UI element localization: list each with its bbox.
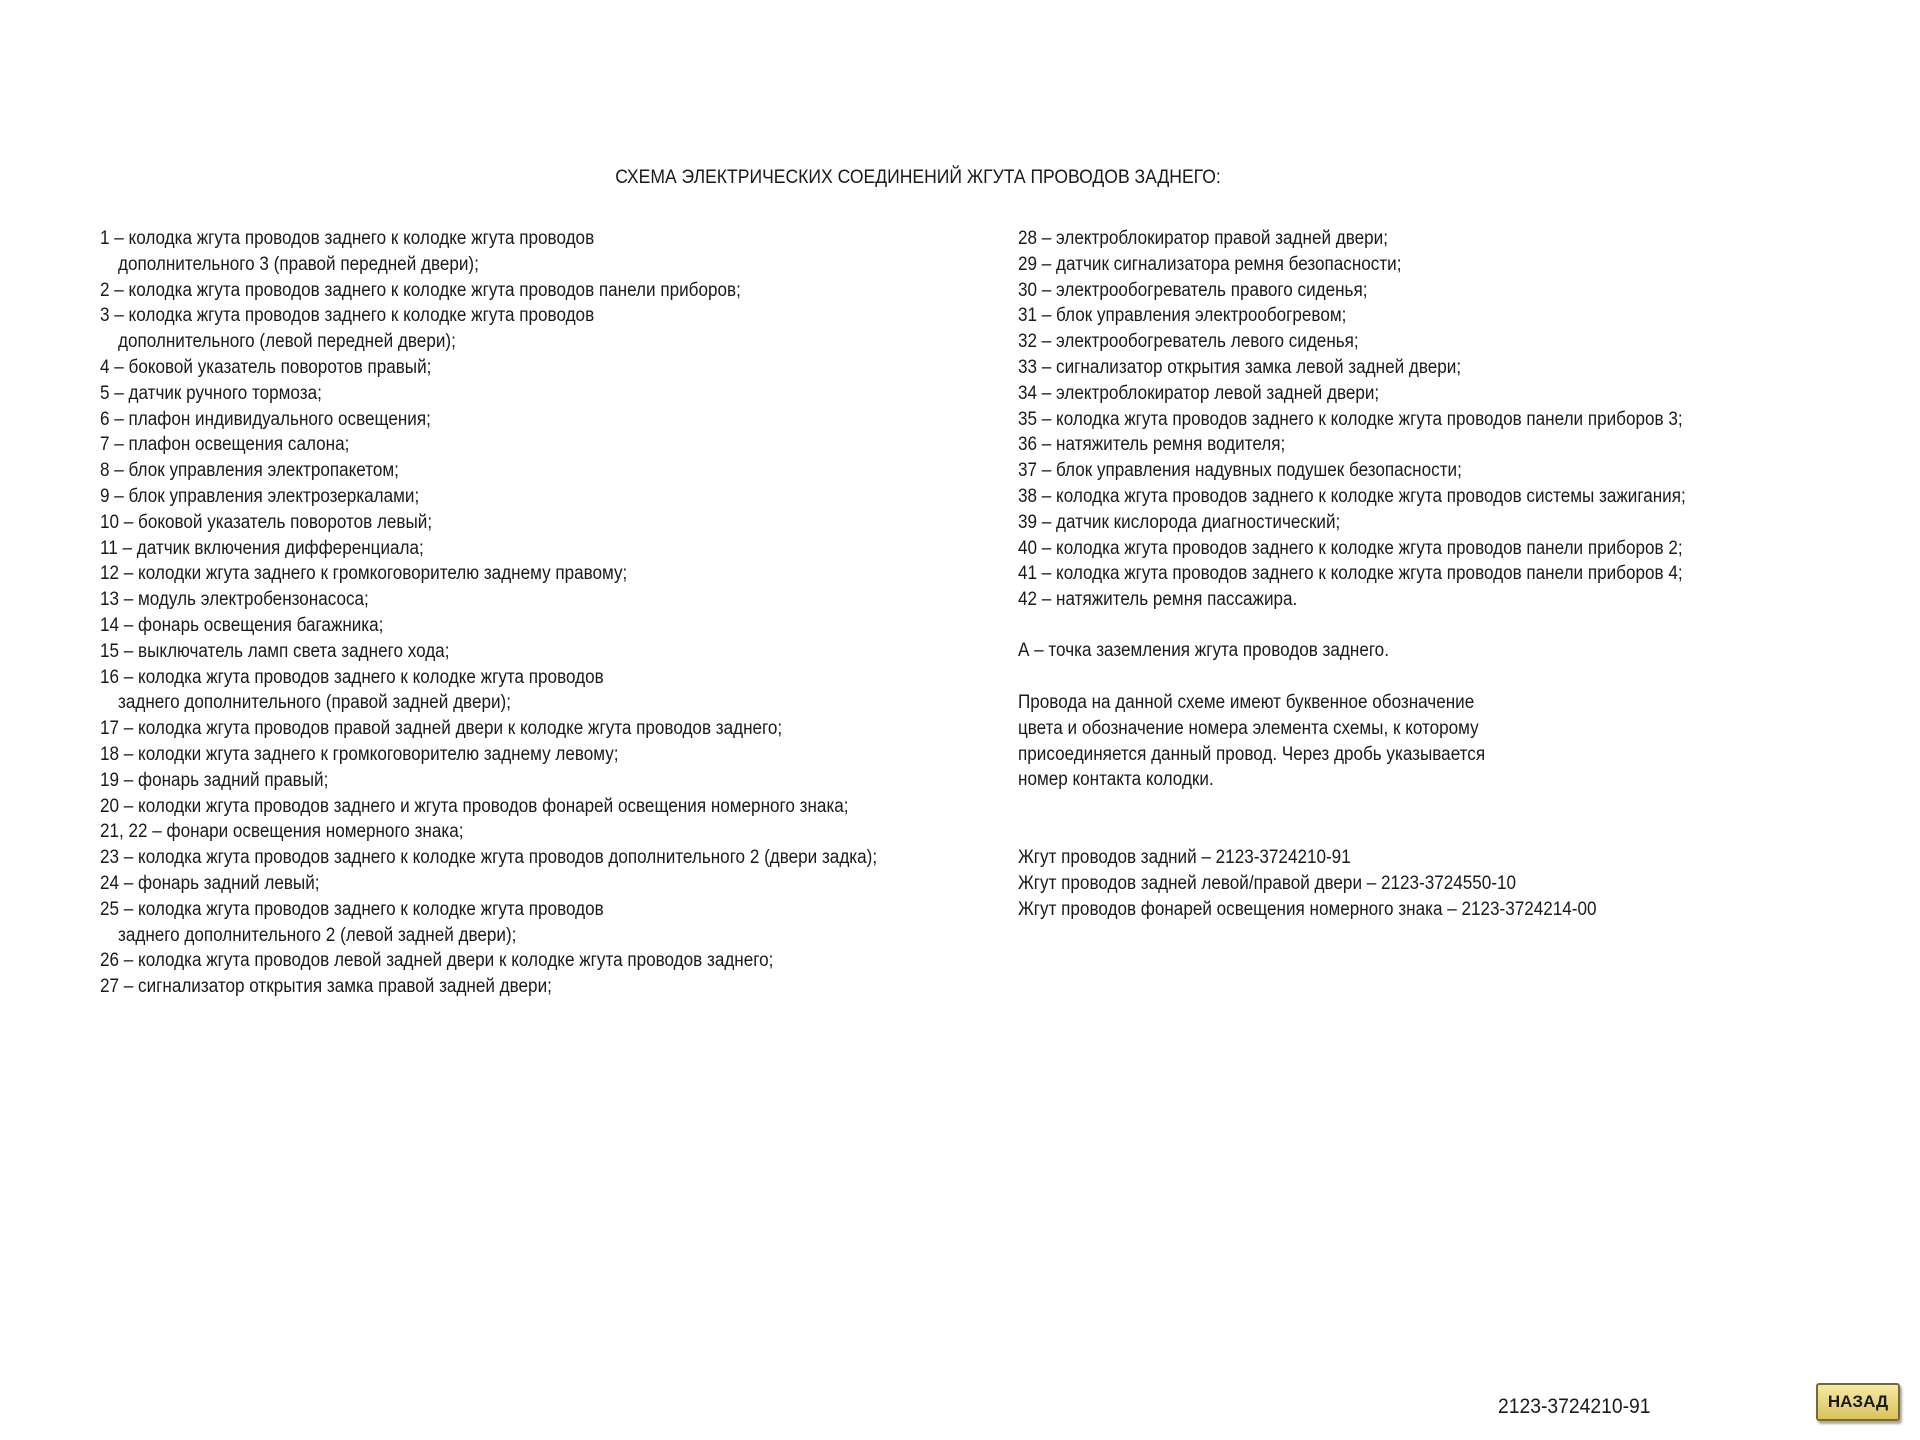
legend-item [100,303,892,355]
legend-item-continuation: заднего дополнительного (правой задней двери); [118,692,511,714]
legend-item-text: 17 – колодка жгута проводов правой задней двери к колодке жгута проводов заднего; [100,718,783,740]
legend-item [1018,587,1792,613]
legend-item [1018,432,1792,458]
legend-item-text: 33 – сигнализатор открытия замка левой задней двери; [1018,356,1462,378]
legend-item-text: 32 – электрообогреватель левого сиденья; [1018,331,1359,353]
legend-item [100,587,892,613]
legend-item-text: 20 – колодки жгута проводов заднего и жгута проводов фонарей освещения номерного знака; [100,795,849,817]
legend-item [100,407,892,433]
legend-item [100,897,892,949]
legend-item [100,794,892,820]
ground-point-note: А – точка заземления жгута проводов заднего. [1018,640,1389,661]
harness-item: Жгут проводов задний – 2123-3724210-91 [1018,847,1351,868]
legend-item [1018,226,1792,252]
legend-item-text: 42 – натяжитель ремня пассажира. [1018,589,1298,611]
legend-item [1018,278,1792,304]
legend-item [100,948,892,974]
legend-item-continuation: заднего дополнительного 2 (левой задней двери); [118,924,517,946]
legend-item-text: 5 – датчик ручного тормоза; [100,382,322,404]
page-title: СХЕМА ЭЛЕКТРИЧЕСКИХ СОЕДИНЕНИЙ ЖГУТА ПРОВОДОВ ЗАДНЕГО: [615,166,1221,188]
legend-item [1018,303,1792,329]
legend-item [1018,510,1792,536]
legend-item [1018,329,1792,355]
legend-item-text: 24 – фонарь задний левый; [100,872,320,894]
legend-item-text: 6 – плафон индивидуального освещения; [100,408,431,430]
legend-item [100,665,892,717]
legend-item-text: 34 – электроблокиратор левой задней двери; [1018,382,1380,404]
legend-item-text: 35 – колодка жгута проводов заднего к колодке жгута проводов панели приборов 3; [1018,408,1683,430]
wire-note-line: Провода на данной схеме имеют буквенное обозначение [1018,692,1475,713]
legend-item-text: 18 – колодки жгута заднего к громкоговорителю заднему левому; [100,743,619,765]
legend-item-text: 37 – блок управления надувных подушек безопасности; [1018,460,1462,482]
legend-item [100,871,892,897]
legend-item [100,484,892,510]
legend-item [100,355,892,381]
legend-item-text: 23 – колодка жгута проводов заднего к колодке жгута проводов дополнительного 2 (двери задка); [100,847,878,869]
legend-item-text: 26 – колодка жгута проводов левой задней двери к колодке жгута проводов заднего; [100,950,774,972]
legend-item [100,613,892,639]
legend-item-text: 31 – блок управления электрообогревом; [1018,305,1347,327]
legend-item [100,432,892,458]
harness-item: Жгут проводов задней левой/правой двери – 2123-3724550-10 [1018,872,1517,894]
legend-list-right [1018,226,1878,613]
legend-item-text: 1 – колодка жгута проводов заднего к колодке жгута проводов [100,228,595,249]
legend-item [100,742,892,768]
harness-item: Жгут проводов фонарей освещения номерного знака – 2123-3724214-00 [1018,898,1597,920]
legend-item [1018,458,1792,484]
legend-item-text: 29 – датчик сигнализатора ремня безопасности; [1018,253,1402,275]
legend-item-text: 4 – боковой указатель поворотов правый; [100,356,432,378]
legend-item-text: 40 – колодка жгута проводов заднего к колодке жгута проводов панели приборов 2; [1018,537,1683,559]
legend-item [100,819,892,845]
legend-item-text: 2 – колодка жгута проводов заднего к колодке жгута проводов панели приборов; [100,279,741,301]
legend-item [100,381,892,407]
legend-item-text: 28 – электроблокиратор правой задней двери; [1018,228,1388,249]
legend-item [1018,355,1792,381]
legend-item [100,974,892,1000]
legend-item [100,536,892,562]
legend-item-text: 36 – натяжитель ремня водителя; [1018,434,1286,456]
legend-item-text: 9 – блок управления электрозеркалами; [100,485,420,507]
legend-item [1018,484,1792,510]
legend-item-text: 13 – модуль электробензонасоса; [100,589,369,611]
legend-item [100,510,892,536]
legend-item-text: 19 – фонарь задний правый; [100,769,329,791]
legend-item [100,226,892,278]
legend-item-text: 21, 22 – фонари освещения номерного знака; [100,821,464,843]
legend-item [1018,561,1792,587]
legend-item-text: 12 – колодки жгута заднего к громкоговорителю заднему правому; [100,563,628,585]
legend-list-left [100,226,980,1000]
legend-item-text: 15 – выключатель ламп света заднего хода; [100,640,450,662]
wire-note-line: присоединяется данный провод. Через дробь указывается [1018,743,1486,765]
legend-item-text: 8 – блок управления электропакетом; [100,460,399,482]
legend-item-continuation: дополнительного (левой передней двери); [118,331,456,353]
legend-item [100,278,892,304]
legend-item-text: 38 – колодка жгута проводов заднего к колодке жгута проводов системы зажигания; [1018,485,1686,507]
legend-item [100,768,892,794]
legend-item-text: 10 – боковой указатель поворотов левый; [100,511,433,533]
legend-item-text: 7 – плафон освещения салона; [100,434,350,456]
document-number: 2123-3724210-91 [1498,1395,1651,1418]
legend-item-text: 25 – колодка жгута проводов заднего к колодке жгута проводов [100,898,604,920]
wire-designation-note [1018,690,1485,793]
legend-item [100,845,892,871]
legend-item-text: 16 – колодка жгута проводов заднего к колодке жгута проводов [100,666,604,688]
wire-note-line: номер контакта колодки. [1018,769,1214,791]
legend-item-text: 14 – фонарь освещения багажника; [100,614,384,636]
legend-item [100,458,892,484]
legend-item-text: 30 – электрообогреватель правого сиденья; [1018,279,1368,301]
legend-item [100,716,892,742]
legend-item [1018,252,1792,278]
legend-item [1018,407,1792,433]
legend-item [100,639,892,665]
legend-item-continuation: дополнительного 3 (правой передней двери); [118,253,479,275]
wire-note-line: цвета и обозначение номера элемента схемы, к которому [1018,717,1479,739]
legend-item-text: 27 – сигнализатор открытия замка правой задней двери; [100,976,552,998]
legend-item [1018,536,1792,562]
legend-item [1018,381,1792,407]
legend-item-text: 39 – датчик кислорода диагностический; [1018,511,1341,533]
legend-item [100,561,892,587]
back-button[interactable]: НАЗАД [1816,1383,1900,1421]
harness-part-numbers [1018,845,1597,922]
legend-item-text: 3 – колодка жгута проводов заднего к колодке жгута проводов [100,305,595,327]
legend-item-text: 41 – колодка жгута проводов заднего к колодке жгута проводов панели приборов 4; [1018,563,1683,585]
legend-item-text: 11 – датчик включения дифференциала; [100,537,424,559]
